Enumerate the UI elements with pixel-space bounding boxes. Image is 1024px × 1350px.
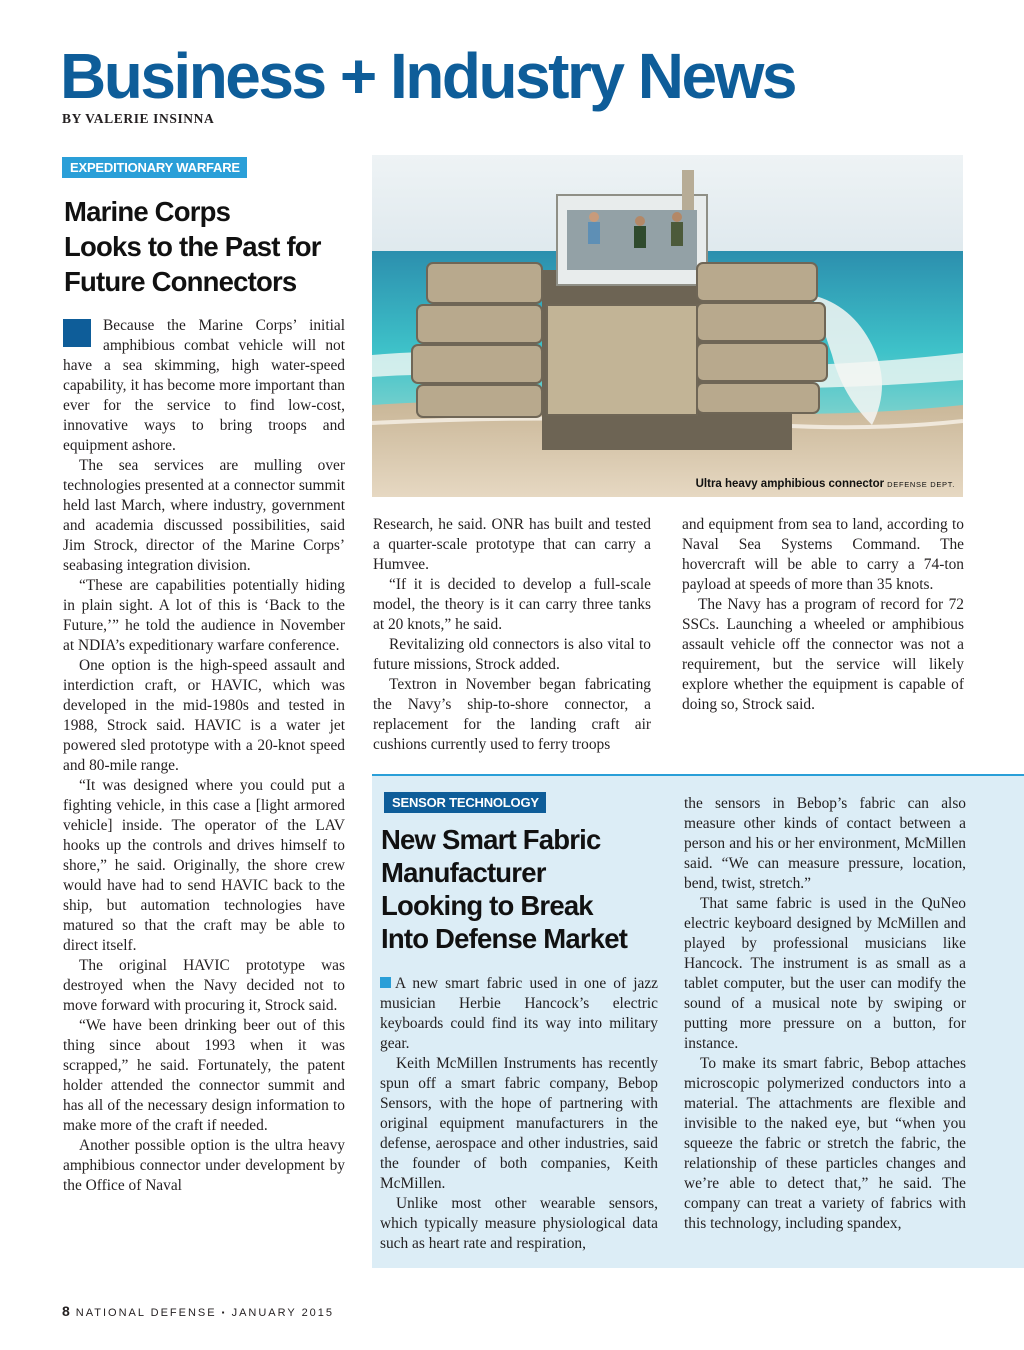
paragraph: Keith McMillen Instruments has recently spun off a smart fabric company, Bebop Sensors, with the hope of partnering with original equipment manufacturers in the defense, aerospace and other industries, said the founder of both companies, Keith McMillen. — [380, 1055, 658, 1192]
headline-line: Looks to the Past for — [64, 231, 321, 262]
article-headline — [64, 194, 321, 299]
article-column-3 — [682, 515, 964, 715]
paragraph: Textron in November began fabricating the Navy’s ship-to-shore connector, a replacement for the landing craft air cushions currently used to ferry troops — [373, 676, 651, 753]
paragraph — [63, 316, 345, 456]
paragraph: and equipment from sea to land, according to Naval Sea Systems Command. The hovercraft will be able to carry a 74-ton payload at speeds of more than 35 knots. — [682, 516, 964, 593]
paragraph: the sensors in Bebop’s fabric can also measure other kinds of contact between a person and his or her environment, McMillen said. “We can measure pressure, location, bend, twist, stretch.” — [684, 795, 966, 892]
headline-line: Marine Corps — [64, 196, 231, 227]
headline-line: New Smart Fabric — [381, 824, 601, 855]
byline: BY VALERIE INSINNA — [62, 111, 215, 126]
paragraph-text: A new smart fabric used in one of jazz musician Herbie Hancock’s electric keyboards could find its way into military gear. — [380, 975, 658, 1052]
sidebar-column-1 — [380, 974, 658, 1254]
paragraph: “If it is decided to develop a full-scale model, the theory is it can carry three tanks at 20 knots,” he said. — [373, 576, 651, 633]
photo-credit: DEFENSE DEPT. — [887, 480, 955, 489]
connector-photo — [372, 155, 963, 497]
category-tag-sensor: SENSOR TECHNOLOGY — [384, 792, 546, 813]
paragraph: “We have been drinking beer out of this thing since about 1993 when it was scrapped,” he said. Fortunately, the patent holder attended the connector summit and has all of the necessary design information to make more of the craft if needed. — [63, 1017, 345, 1134]
paragraph: Revitalizing old connectors is also vital to future missions, Strock added. — [373, 636, 651, 673]
paragraph: Another possible option is the ultra heavy amphibious connector under development by the Office of Naval — [63, 1137, 345, 1194]
paragraph: “These are capabilities potentially hiding in plain sight. A lot of this is ‘Back to the Future,’” he told the audience in November at NDIA’s expeditionary warfare conference. — [63, 577, 345, 654]
headline-line: Future Connectors — [64, 266, 297, 297]
paragraph — [380, 974, 658, 1054]
photo-caption — [696, 478, 955, 490]
publication-name: NATIONAL DEFENSE — [75, 1307, 217, 1319]
amphibious-connector-image — [372, 155, 963, 497]
issue-date: JANUARY 2015 — [231, 1307, 335, 1319]
paragraph: Unlike most other wearable sensors, which typically measure physiological data such as heart rate and respiration, — [380, 1195, 658, 1252]
paragraph: Research, he said. ONR has built and tested a quarter-scale prototype that can carry a Humvee. — [373, 516, 651, 573]
square-bullet-icon — [380, 977, 391, 988]
paragraph: “It was designed where you could put a fighting vehicle, in this case a [light armored vehicle] inside. The operator of the LAV hooks up the controls and drives himself to shore,” he said. Originally, the shore crew would have had to send HAVIC back to the ship, but automation technologies have matured so that the craft may be able to direct itself. — [63, 777, 345, 954]
paragraph: The sea services are mulling over technologies presented at a connector summit held last March, where industry, government and academia discussed possibilities, said Jim Strock, director of the Marine Corps’ seabasing integration division. — [63, 457, 345, 574]
page-number: 8 — [62, 1303, 70, 1319]
sidebar-column-2 — [684, 794, 966, 1234]
article-column-2 — [373, 515, 651, 755]
headline-line: Manufacturer — [381, 857, 546, 888]
category-tag-expeditionary: EXPEDITIONARY WARFARE — [62, 157, 247, 178]
drop-square-icon — [63, 319, 91, 347]
paragraph-text: Because the Marine Corps’ initial amphibious combat vehicle will not have a sea skimming, high water-speed capability, it has become more important than ever for the service to find low-cost, innovative ways to bring troops and equipment ashore. — [63, 317, 345, 454]
caption-text: Ultra heavy amphibious connector — [695, 478, 885, 490]
paragraph: To make its smart fabric, Bebop attaches microscopic polymerized conductors into a material. The attachments are flexible and invisible to the naked eye, but “when you squeeze the fabric or stretch the fabric, the relationship of these particles changes and we’re able to detect that,” he said. The company can treat a variety of fabrics with this technology, including spandex, — [684, 1055, 966, 1232]
headline-line: Looking to Break — [381, 890, 593, 921]
sidebar-headline — [381, 823, 627, 955]
article-column-1 — [63, 316, 345, 1196]
paragraph: That same fabric is used in the QuNeo electric keyboard designed by McMillen and played by professional musicians like Hancock. The instrument is as small as a tablet computer, but the user can modify the sound of a musical note by swiping or putting more pressure on a button, for instance. — [684, 895, 966, 1052]
separator-icon: ▪ — [221, 1308, 227, 1317]
paragraph: The original HAVIC prototype was destroyed when the Navy decided not to move forward with procuring it, Strock said. — [63, 957, 345, 1014]
headline-line: Into Defense Market — [381, 923, 628, 954]
paragraph: One option is the high-speed assault and interdiction craft, or HAVIC, which was developed in the mid-1980s and tested in 1988, Strock said. HAVIC is a water jet powered sled prototype with a 20-knot speed and 80-mile range. — [63, 657, 345, 774]
paragraph: The Navy has a program of record for 72 SSCs. Launching a wheeled or amphibious assault vehicle off the connector was not a requirement, but the service will likely explore whether the equipment is capable of doing so, Strock said. — [682, 596, 964, 713]
page-footer — [62, 1303, 334, 1319]
section-title: Business + Industry News — [60, 40, 795, 112]
